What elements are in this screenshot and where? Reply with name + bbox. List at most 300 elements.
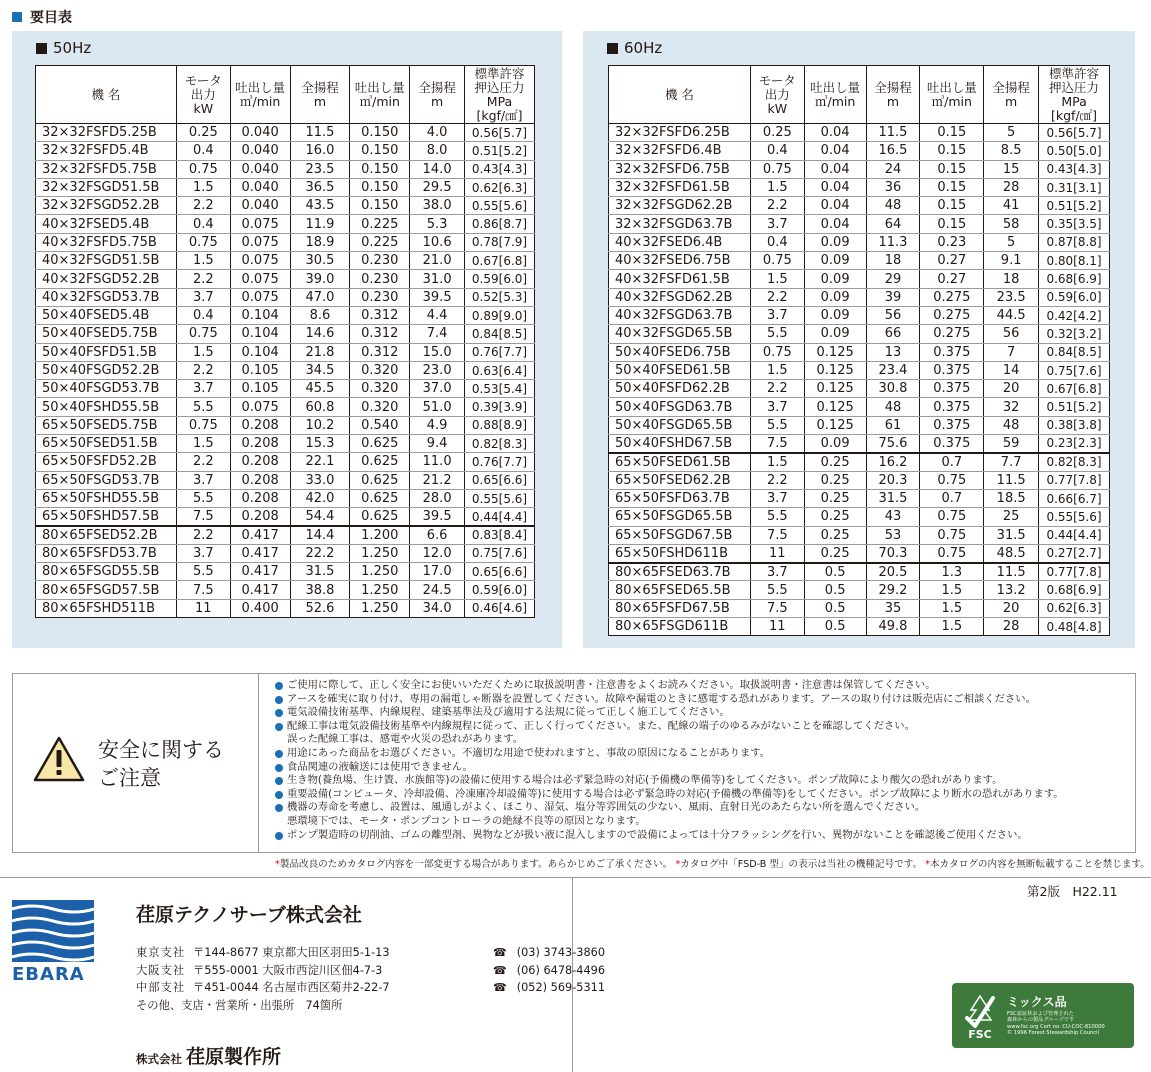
other-offices: その他、支店・営業所・出張所 74箇所 [136, 998, 343, 1012]
cell-pressure: 0.68[6.9] [1039, 270, 1110, 288]
table-row [36, 398, 535, 416]
bullet-icon [275, 696, 283, 704]
cell-flow-1: 0.5 [804, 563, 866, 581]
cell-motor-kw: 1.5 [750, 453, 804, 471]
cell-motor-kw: 0.4 [750, 142, 804, 160]
table-row [36, 489, 535, 507]
cell-motor-kw: 1.5 [176, 343, 230, 361]
cell-motor-kw: 5.5 [176, 398, 230, 416]
cell-flow-2: 0.312 [350, 306, 410, 324]
cell-model-name: 65×50FSED61.5B [609, 453, 751, 471]
cell-head-2: 18 [984, 270, 1039, 288]
cell-head-2: 15 [984, 160, 1039, 178]
cell-flow-1: 0.417 [230, 544, 290, 562]
branch-address: 〒555-0001 大阪市西淀川区佃4-7-3 [193, 963, 383, 977]
cell-flow-2: 0.375 [920, 343, 984, 361]
cell-pressure: 0.77[7.8] [1039, 563, 1110, 581]
cell-flow-1: 0.09 [804, 435, 866, 453]
cell-flow-2: 0.15 [920, 197, 984, 215]
cell-head-2: 56 [984, 325, 1039, 343]
cell-head-1: 14.4 [290, 526, 350, 544]
cell-head-2: 25 [984, 508, 1039, 526]
cell-flow-1: 0.125 [804, 398, 866, 416]
cell-flow-2: 0.150 [350, 160, 410, 178]
cell-head-1: 54.4 [290, 508, 350, 526]
table-row [609, 563, 1110, 581]
cell-pressure: 0.83[8.4] [465, 526, 535, 544]
cell-pressure: 0.82[8.3] [465, 435, 535, 453]
footer-divider [0, 877, 1151, 878]
cell-model-name: 50×40FSED5.75B [36, 325, 177, 343]
cell-flow-2: 0.320 [350, 380, 410, 398]
cell-model-name: 80×65FSED63.7B [609, 563, 751, 581]
cell-flow-2: 0.625 [350, 435, 410, 453]
cell-flow-1: 0.208 [230, 508, 290, 526]
cell-flow-1: 0.075 [230, 288, 290, 306]
cell-head-1: 21.8 [290, 343, 350, 361]
cell-head-1: 64 [866, 215, 920, 233]
cell-pressure: 0.48[4.8] [1039, 618, 1110, 636]
cell-model-name: 65×50FSHD55.5B [36, 489, 177, 507]
table-row [609, 142, 1110, 160]
bullet-icon [275, 709, 283, 717]
maker-name [136, 1042, 281, 1069]
cell-flow-1: 0.040 [230, 160, 290, 178]
cell-head-1: 75.6 [866, 435, 920, 453]
cell-flow-1: 0.208 [230, 471, 290, 489]
table-row [36, 124, 535, 142]
cell-model-name: 65×50FSHD611B [609, 544, 751, 562]
cell-pressure: 0.53[5.4] [465, 380, 535, 398]
cell-motor-kw: 11 [176, 599, 230, 617]
cell-head-2: 21.2 [410, 471, 465, 489]
bullet-icon [275, 777, 283, 785]
cell-pressure: 0.56[5.7] [465, 124, 535, 142]
table-row [36, 453, 535, 471]
cell-head-2: 8.5 [984, 142, 1039, 160]
cell-flow-2: 0.225 [350, 215, 410, 233]
cell-flow-2: 0.75 [920, 544, 984, 562]
cell-head-1: 16.2 [866, 453, 920, 471]
cell-motor-kw: 3.7 [176, 544, 230, 562]
panel-60hz [583, 31, 1135, 648]
cell-motor-kw: 3.7 [176, 380, 230, 398]
cell-pressure: 0.65[6.6] [465, 471, 535, 489]
cell-flow-1: 0.040 [230, 178, 290, 196]
cell-flow-1: 0.09 [804, 252, 866, 270]
cell-head-2: 6.6 [410, 526, 465, 544]
heading-marker-icon [36, 43, 47, 54]
cell-flow-1: 0.104 [230, 325, 290, 343]
cell-head-2: 5.3 [410, 215, 465, 233]
table-row [36, 361, 535, 379]
safety-title [98, 736, 224, 793]
cell-model-name: 40×32FSFD61.5B [609, 270, 751, 288]
branch-tel [493, 944, 605, 962]
cell-motor-kw: 5.5 [176, 489, 230, 507]
cell-head-2: 51.0 [410, 398, 465, 416]
cell-model-name: 65×50FSED51.5B [36, 435, 177, 453]
cell-model-name: 80×65FSGD57.5B [36, 581, 177, 599]
cell-head-2: 12.0 [410, 544, 465, 562]
col-header-head-1: 全揚程 m [290, 66, 350, 124]
cell-head-2: 15.0 [410, 343, 465, 361]
cell-model-name: 80×65FSED65.5B [609, 581, 751, 599]
cell-flow-2: 0.625 [350, 508, 410, 526]
table-row [609, 215, 1110, 233]
cell-flow-1: 0.040 [230, 197, 290, 215]
cell-model-name: 80×65FSGD55.5B [36, 563, 177, 581]
cell-head-2: 4.0 [410, 124, 465, 142]
cell-flow-1: 0.04 [804, 160, 866, 178]
cell-flow-2: 0.540 [350, 416, 410, 434]
cell-model-name: 65×50FSGD53.7B [36, 471, 177, 489]
cell-flow-1: 0.417 [230, 563, 290, 581]
cell-pressure: 0.56[5.7] [1039, 124, 1110, 142]
col-header-flow-2: 吐出し量 ㎥/min [350, 66, 410, 124]
cell-head-1: 60.8 [290, 398, 350, 416]
cell-model-name: 80×65FSFD67.5B [609, 599, 751, 617]
cell-motor-kw: 2.2 [176, 453, 230, 471]
cell-flow-2: 0.27 [920, 270, 984, 288]
cell-head-1: 48 [866, 398, 920, 416]
table-row [609, 380, 1110, 398]
cell-pressure: 0.31[3.1] [1039, 178, 1110, 196]
cell-head-2: 21.0 [410, 252, 465, 270]
cell-head-1: 33.0 [290, 471, 350, 489]
safety-item-text: 配線工事は電気設備技術基準や内線規程に従って、正しく行ってください。また、配線の端子のゆるみがないことを確認してください。 誤った配線工事は、感電や火災の恐れがあります。 [287, 719, 915, 746]
maker-prefix: 株式会社 [136, 1052, 182, 1066]
cell-motor-kw: 3.7 [750, 215, 804, 233]
cell-pressure: 0.78[7.9] [465, 233, 535, 251]
safety-heading-area [13, 674, 259, 852]
cell-model-name: 50×40FSGD53.7B [36, 380, 177, 398]
company-name: 荏原テクノサーブ株式会社 [136, 904, 362, 926]
table-row [36, 508, 535, 526]
table-row [609, 599, 1110, 617]
cell-flow-2: 0.375 [920, 435, 984, 453]
cell-motor-kw: 0.4 [176, 215, 230, 233]
cell-flow-2: 0.75 [920, 526, 984, 544]
table-row [609, 325, 1110, 343]
cell-head-1: 20.3 [866, 471, 920, 489]
cell-flow-2: 0.375 [920, 361, 984, 379]
cell-head-2: 17.0 [410, 563, 465, 581]
table-row [36, 197, 535, 215]
cell-flow-1: 0.04 [804, 197, 866, 215]
cell-flow-1: 0.25 [804, 471, 866, 489]
cell-flow-2: 1.5 [920, 581, 984, 599]
cell-head-1: 30.5 [290, 252, 350, 270]
cell-motor-kw: 7.5 [176, 581, 230, 599]
table-row [36, 252, 535, 270]
cell-model-name: 65×50FSHD57.5B [36, 508, 177, 526]
cell-head-1: 36.5 [290, 178, 350, 196]
cell-head-2: 44.5 [984, 306, 1039, 324]
table-row [609, 618, 1110, 636]
cell-head-2: 39.5 [410, 508, 465, 526]
cell-pressure: 0.77[7.8] [1039, 471, 1110, 489]
bullet-icon [275, 682, 283, 690]
table-row [609, 343, 1110, 361]
col-header-head-2: 全揚程 m [410, 66, 465, 124]
cell-flow-1: 0.105 [230, 361, 290, 379]
cell-head-1: 49.8 [866, 618, 920, 636]
table-header-row [36, 66, 535, 124]
cell-pressure: 0.67[6.8] [465, 252, 535, 270]
cell-motor-kw: 11 [750, 618, 804, 636]
cell-pressure: 0.88[8.9] [465, 416, 535, 434]
cell-model-name: 32×32FSGD51.5B [36, 178, 177, 196]
table-row [609, 197, 1110, 215]
cell-flow-1: 0.25 [804, 526, 866, 544]
cell-motor-kw: 7.5 [750, 599, 804, 617]
table-row [609, 471, 1110, 489]
table-row [609, 489, 1110, 507]
section-marker-icon [12, 12, 22, 22]
safety-item-text: 機器の寿命を考慮し、設置は、風通しがよく、ほこり、湿気、塩分等雰囲気の少ない、風雨、直射日光のあたらない所を選んでください。 悪環境下では、モータ・ポンプコントローラの絶縁不良等の原因となります。 [287, 801, 926, 827]
cell-pressure: 0.44[4.4] [465, 508, 535, 526]
cell-head-2: 58 [984, 215, 1039, 233]
cell-head-1: 22.2 [290, 544, 350, 562]
branch-tel-number: (03) 3743-3860 [516, 946, 606, 959]
cell-motor-kw: 0.75 [750, 160, 804, 178]
cell-model-name: 50×40FSED6.75B [609, 343, 751, 361]
cell-head-1: 47.0 [290, 288, 350, 306]
cell-pressure: 0.55[5.6] [1039, 508, 1110, 526]
bullet-icon [275, 791, 283, 799]
cell-model-name: 40×32FSGD63.7B [609, 306, 751, 324]
cell-model-name: 40×32FSGD62.2B [609, 288, 751, 306]
col-header-name: 機 名 [609, 66, 751, 124]
cell-pressure: 0.84[8.5] [1039, 343, 1110, 361]
cell-motor-kw: 3.7 [750, 489, 804, 507]
cell-pressure: 0.55[5.6] [465, 197, 535, 215]
col-header-head-2: 全揚程 m [984, 66, 1039, 124]
cell-pressure: 0.62[6.3] [465, 178, 535, 196]
col-header-pressure: 標準許容 押込圧力 MPa [kgf/㎠] [465, 66, 535, 124]
cell-pressure: 0.66[6.7] [1039, 489, 1110, 507]
cell-motor-kw: 3.7 [750, 563, 804, 581]
safety-list [275, 679, 1135, 842]
cell-pressure: 0.52[5.3] [465, 288, 535, 306]
cell-head-1: 48 [866, 197, 920, 215]
safety-item [275, 706, 1135, 720]
cell-flow-1: 0.04 [804, 142, 866, 160]
cell-flow-2: 0.7 [920, 489, 984, 507]
table-row [609, 416, 1110, 434]
cell-flow-1: 0.125 [804, 380, 866, 398]
cell-head-1: 31.5 [866, 489, 920, 507]
cell-flow-2: 1.3 [920, 563, 984, 581]
branch-tel [493, 979, 605, 997]
cell-model-name: 50×40FSHD55.5B [36, 398, 177, 416]
cell-model-name: 65×50FSGD67.5B [609, 526, 751, 544]
cell-flow-1: 0.417 [230, 581, 290, 599]
table-row [36, 325, 535, 343]
cell-head-1: 30.8 [866, 380, 920, 398]
cell-head-1: 13 [866, 343, 920, 361]
table-row [36, 526, 535, 544]
cell-flow-2: 0.320 [350, 398, 410, 416]
cell-flow-2: 1.250 [350, 544, 410, 562]
cell-motor-kw: 2.2 [750, 197, 804, 215]
fsc-small-text: FSC認証林および管理された 森林からの製品グループです www.fsc.org Cert no. CU-COC-810000 © 1996 Forest Stewardship Council [1007, 1011, 1105, 1037]
cell-pressure: 0.46[4.6] [465, 599, 535, 617]
table-row [36, 435, 535, 453]
bullet-icon [275, 764, 283, 772]
cell-flow-2: 0.75 [920, 508, 984, 526]
maker-main-name: 荏原製作所 [186, 1046, 282, 1068]
table-row [609, 398, 1110, 416]
cell-flow-1: 0.104 [230, 306, 290, 324]
table-row [36, 343, 535, 361]
cell-model-name: 80×65FSHD511B [36, 599, 177, 617]
safety-item [275, 693, 1135, 707]
cell-pressure: 0.59[6.0] [465, 270, 535, 288]
cell-flow-2: 0.275 [920, 325, 984, 343]
cell-motor-kw: 2.2 [176, 197, 230, 215]
cell-motor-kw: 5.5 [750, 581, 804, 599]
cell-motor-kw: 0.25 [750, 124, 804, 142]
cell-flow-2: 0.225 [350, 233, 410, 251]
cell-flow-2: 0.23 [920, 233, 984, 251]
cell-motor-kw: 0.75 [750, 343, 804, 361]
cell-flow-1: 0.5 [804, 599, 866, 617]
cell-head-2: 8.0 [410, 142, 465, 160]
cell-flow-1: 0.417 [230, 526, 290, 544]
cell-pressure: 0.87[8.8] [1039, 233, 1110, 251]
cell-flow-1: 0.040 [230, 142, 290, 160]
cell-flow-2: 0.375 [920, 380, 984, 398]
fsc-mark [952, 983, 1134, 1048]
col-header-pressure: 標準許容 押込圧力 MPa [kgf/㎠] [1039, 66, 1110, 124]
warning-triangle-icon [33, 736, 85, 782]
cell-flow-1: 0.208 [230, 416, 290, 434]
phone-icon: ☎ [493, 963, 507, 977]
table-row [36, 581, 535, 599]
cell-flow-2: 0.312 [350, 343, 410, 361]
cell-flow-2: 0.625 [350, 453, 410, 471]
cell-model-name: 65×50FSED5.75B [36, 416, 177, 434]
ebara-logo-text: EBARA [12, 964, 85, 985]
table-row [36, 233, 535, 251]
branch-name: 大阪支社 [136, 963, 186, 977]
cell-head-1: 66 [866, 325, 920, 343]
cell-head-2: 48 [984, 416, 1039, 434]
cell-head-2: 5 [984, 124, 1039, 142]
notice-text-1: 製品改良のためカタログ内容を一部変更する場合があります。あらかじめご了承ください。 [279, 859, 673, 870]
cell-head-1: 22.1 [290, 453, 350, 471]
cell-pressure: 0.59[6.0] [1039, 288, 1110, 306]
cell-flow-1: 0.208 [230, 435, 290, 453]
cell-model-name: 80×65FSED52.2B [36, 526, 177, 544]
cell-pressure: 0.42[4.2] [1039, 306, 1110, 324]
cell-pressure: 0.76[7.7] [465, 343, 535, 361]
safety-item [275, 788, 1135, 802]
cell-flow-1: 0.075 [230, 270, 290, 288]
cell-motor-kw: 5.5 [176, 563, 230, 581]
cell-model-name: 65×50FSED62.2B [609, 471, 751, 489]
cell-motor-kw: 3.7 [750, 398, 804, 416]
cell-pressure: 0.84[8.5] [465, 325, 535, 343]
branch-tel-number: (052) 569-5311 [516, 981, 606, 995]
cell-pressure: 0.76[7.7] [465, 453, 535, 471]
cell-model-name: 32×32FSFD6.75B [609, 160, 751, 178]
bullet-icon [275, 723, 283, 731]
cell-head-2: 37.0 [410, 380, 465, 398]
table-row [609, 160, 1110, 178]
cell-head-2: 7.7 [984, 453, 1039, 471]
cell-flow-1: 0.25 [804, 453, 866, 471]
edition-label: 第2版 H22.11 [1027, 884, 1118, 899]
cell-head-2: 38.0 [410, 197, 465, 215]
cell-flow-1: 0.04 [804, 178, 866, 196]
cell-flow-1: 0.040 [230, 124, 290, 142]
cell-motor-kw: 0.75 [176, 233, 230, 251]
cell-model-name: 32×32FSFD5.4B [36, 142, 177, 160]
cell-head-1: 35 [866, 599, 920, 617]
branch-address: 〒451-0044 名古屋市西区菊井2-22-7 [193, 981, 390, 995]
phone-icon: ☎ [493, 946, 507, 959]
table-row [609, 306, 1110, 324]
cell-flow-2: 0.150 [350, 124, 410, 142]
cell-head-1: 43 [866, 508, 920, 526]
heading-60hz-text: 60Hz [624, 39, 663, 57]
bullet-icon [275, 750, 283, 758]
cell-model-name: 40×32FSGD53.7B [36, 288, 177, 306]
col-header-head-1: 全揚程 m [866, 66, 920, 124]
cell-flow-1: 0.104 [230, 343, 290, 361]
cell-model-name: 50×40FSFD62.2B [609, 380, 751, 398]
cell-model-name: 50×40FSED5.4B [36, 306, 177, 324]
cell-head-2: 11.5 [984, 563, 1039, 581]
cell-head-2: 23.0 [410, 361, 465, 379]
cell-flow-1: 0.5 [804, 581, 866, 599]
cell-motor-kw: 0.25 [176, 124, 230, 142]
cell-motor-kw: 2.2 [750, 471, 804, 489]
col-header-flow-1: 吐出し量 ㎥/min [230, 66, 290, 124]
cell-flow-1: 0.075 [230, 398, 290, 416]
cell-pressure: 0.89[9.0] [465, 306, 535, 324]
cell-head-2: 41 [984, 197, 1039, 215]
safety-item [275, 774, 1135, 788]
cell-flow-2: 0.15 [920, 160, 984, 178]
cell-flow-2: 1.250 [350, 599, 410, 617]
cell-flow-2: 0.275 [920, 288, 984, 306]
branch-row [136, 979, 605, 997]
cell-flow-1: 0.400 [230, 599, 290, 617]
cell-head-1: 16.0 [290, 142, 350, 160]
cell-motor-kw: 0.4 [750, 233, 804, 251]
cell-flow-1: 0.5 [804, 618, 866, 636]
cell-model-name: 40×32FSED5.4B [36, 215, 177, 233]
asterisk-icon: * [275, 859, 280, 870]
cell-motor-kw: 11 [750, 544, 804, 562]
cell-head-2: 11.5 [984, 471, 1039, 489]
table-row [609, 544, 1110, 562]
cell-motor-kw: 1.5 [750, 361, 804, 379]
cell-motor-kw: 1.5 [176, 435, 230, 453]
cell-head-1: 24 [866, 160, 920, 178]
cell-head-1: 39.0 [290, 270, 350, 288]
cell-pressure: 0.32[3.2] [1039, 325, 1110, 343]
panel-60hz-heading [607, 39, 662, 57]
cell-flow-2: 1.5 [920, 599, 984, 617]
cell-head-1: 70.3 [866, 544, 920, 562]
cell-head-2: 24.5 [410, 581, 465, 599]
cell-head-1: 8.6 [290, 306, 350, 324]
